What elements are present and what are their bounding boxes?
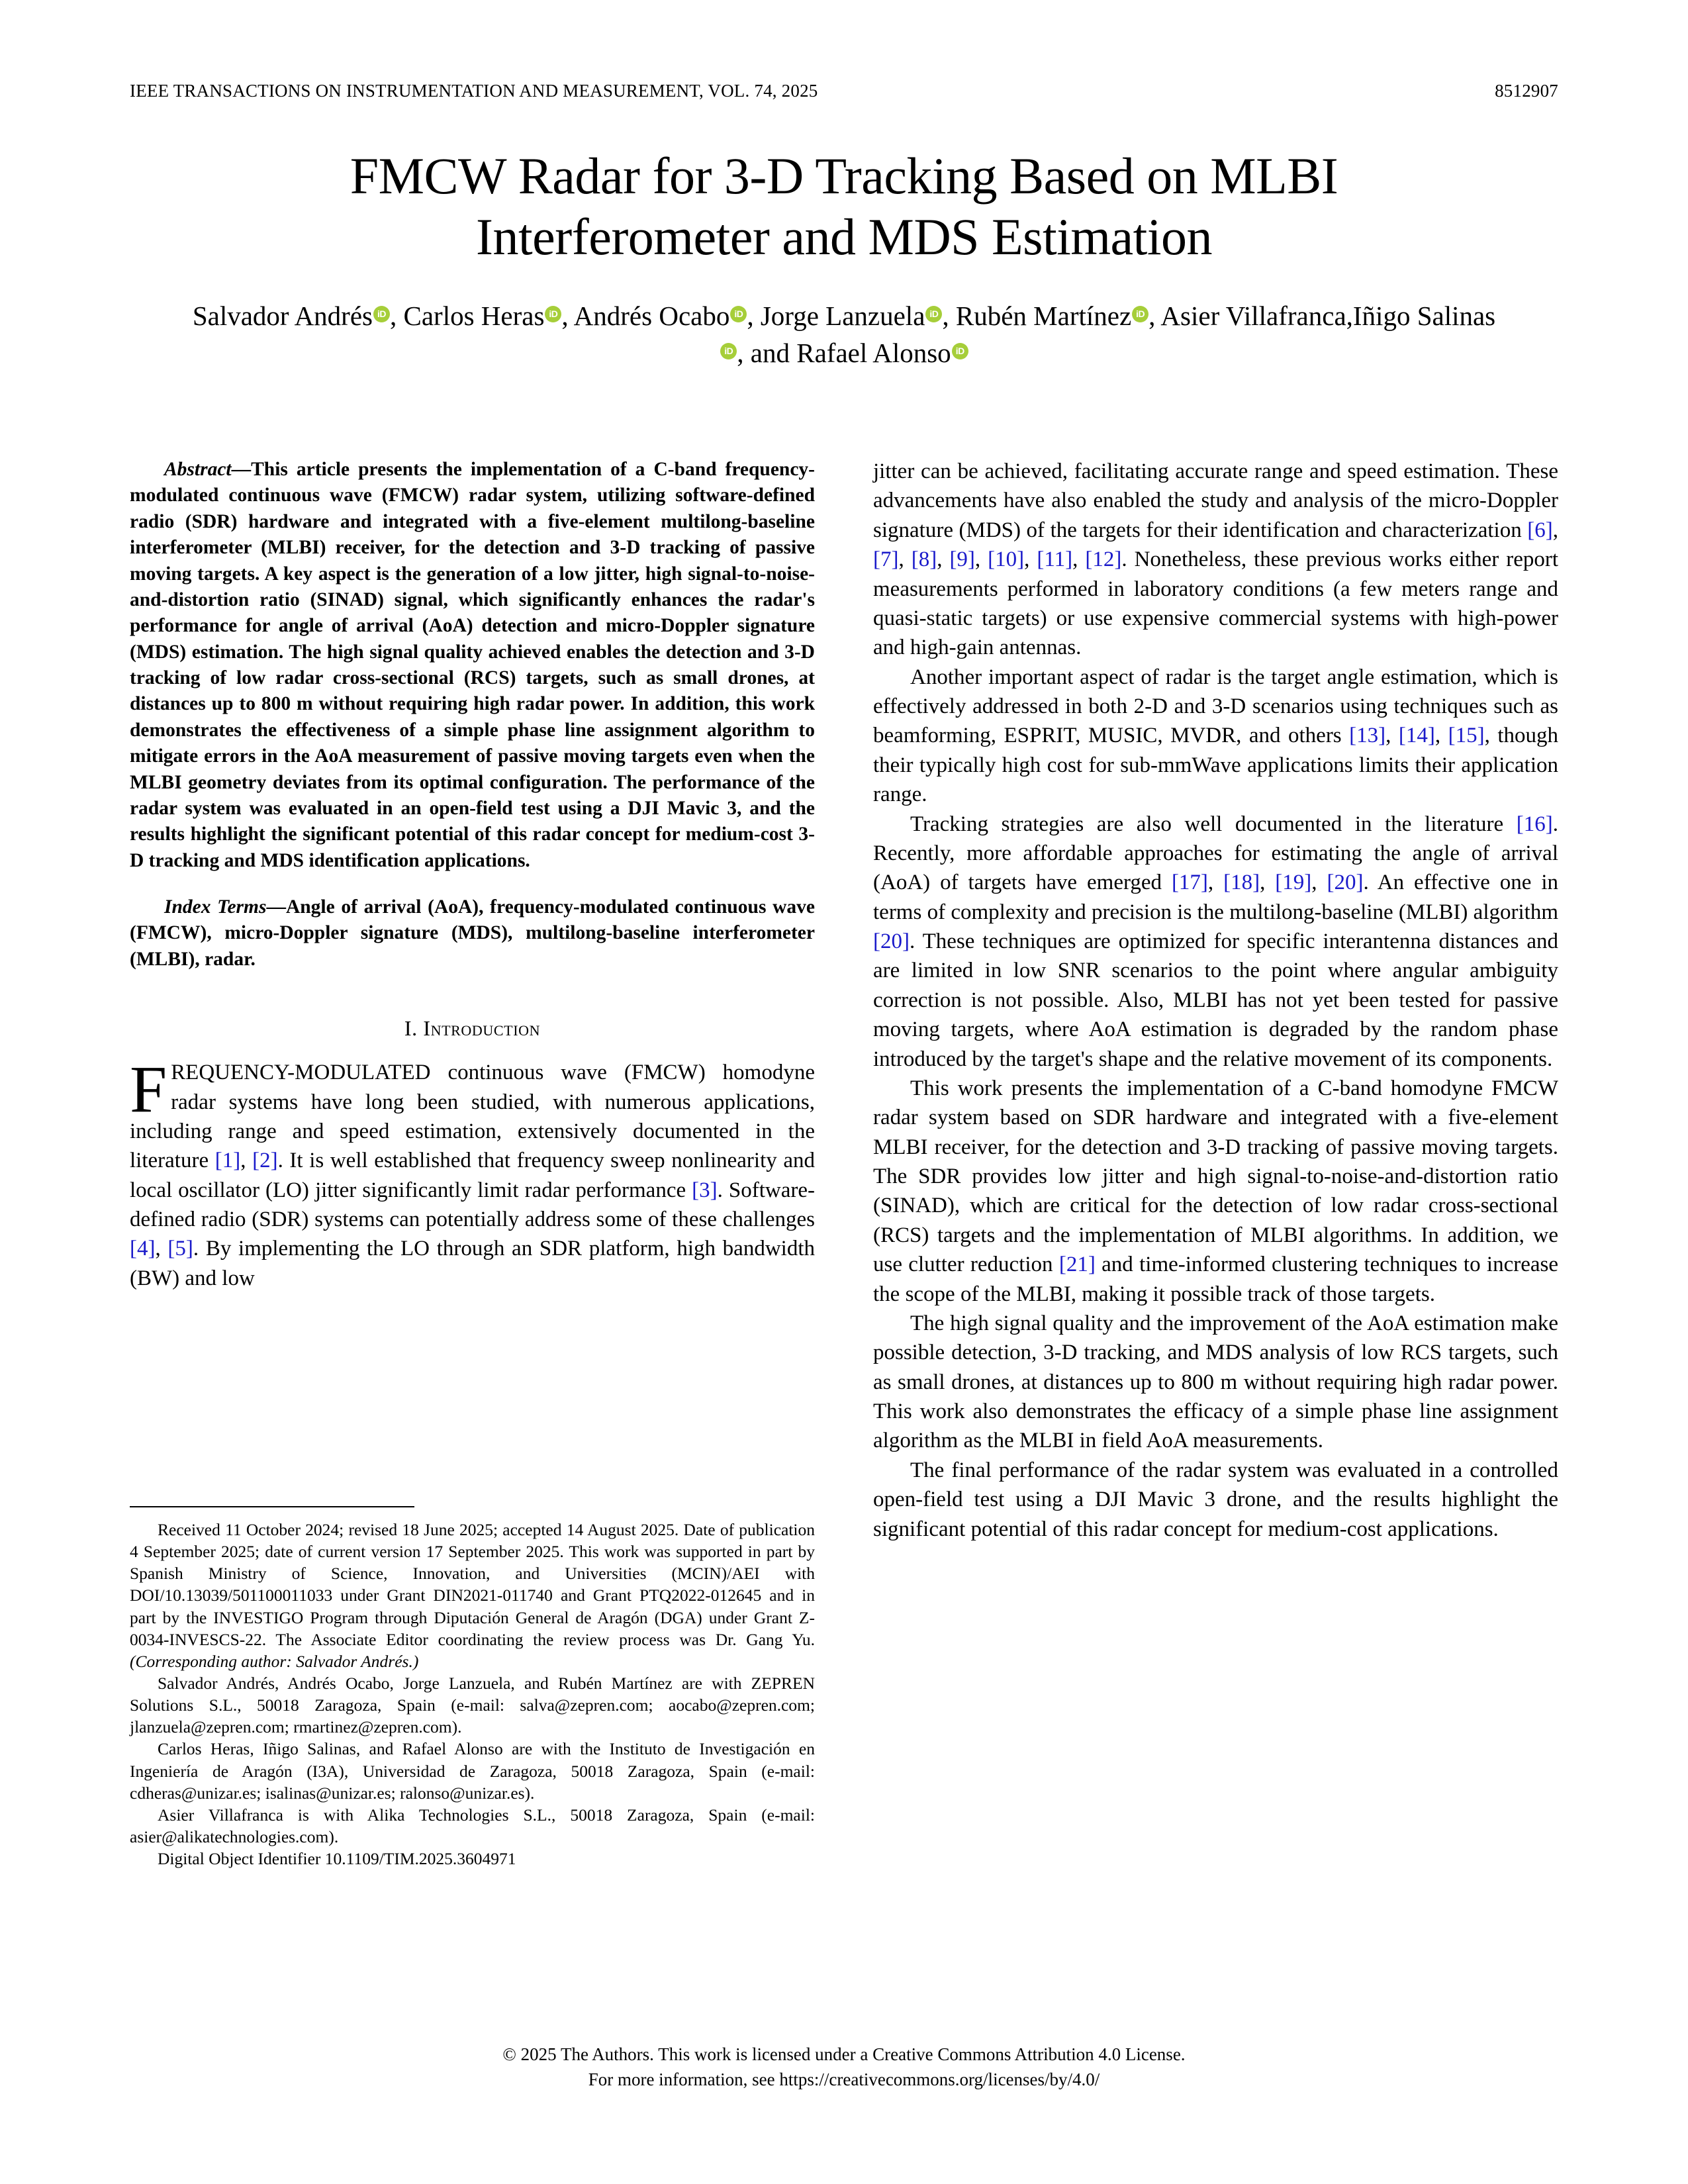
license-footer: [130, 2042, 1558, 2093]
orcid-icon[interactable]: iD: [952, 343, 968, 359]
text-sep: ,: [155, 1237, 168, 1261]
author-name: Carlos Heras: [403, 301, 545, 332]
right-paragraph-6: The final performance of the radar system was evaluated in a controlled open-field test using a DJI Mavic 3 drone, and the results highlight the significant potential of this radar concept for medium-cost applications.: [873, 1458, 1558, 1541]
footnote-affiliation-1: Salvador Andrés, Andrés Ocabo, Jorge Lanzuela, and Rubén Martínez are with ZEPREN Solutions S.L., 50018 Zaragoza, Spain (e-mail: salva@zepren.com; aocabo@zepren.com; jlanzuela@zepren.com; rmartinez@zepren.com).: [130, 1673, 815, 1737]
index-terms-paragraph: [130, 894, 815, 973]
abstract-text: This article presents the implementation of a C-band frequency-modulated continuous wave (FMCW) radar system, utilizing software-defined radio (SDR) hardware and integrated with a five-element multilong-baseline interferometer (MLBI) receiver, for the detection and 3-D tracking of passive moving targets. A key aspect is the generation of a low jitter, high signal-to-noise-and-distortion ratio (SINAD) signal, which significantly enhances the radar's performance for angle of arrival (AoA) detection and micro-Doppler signature (MDS) estimation. The high signal quality achieved enables the detection and 3-D tracking of low radar cross-sectional (RCS) targets, such as small drones, at distances up to 800 m without requiring high radar power. In addition, this work demonstrates the effectiveness of a simple phase line assignment algorithm to mitigate errors in the AoA measurement of passive moving targets even when the MLBI geometry deviates from its optimal configuration. The performance of the radar system was evaluated in an open-field test using a DJI Mavic 3, and the results highlight the significant potential of this radar concept for medium-cost 3-D tracking and MDS identification applications.: [130, 459, 815, 871]
par1-text-b: . Nonetheless, these previous works either report measurements performed in laboratory conditions (a few meters range and quasi-static targets) or use expensive commercial systems with high-power and high-gain antennas.: [873, 547, 1559, 660]
intro-text-c: . Software-defined radio (SDR) systems can potentially address some of these challenges: [130, 1178, 816, 1231]
orcid-icon[interactable]: iD: [925, 306, 942, 322]
citation-link[interactable]: [20]: [1327, 871, 1364, 895]
text-sep: ,: [1311, 871, 1327, 895]
text-sep: ,: [1434, 724, 1448, 748]
intro-text-d: . By implementing the LO through an SDR platform, high bandwidth (BW) and low: [130, 1237, 815, 1290]
footnote-received: [130, 1519, 815, 1672]
intro-text-a: continuous wave (FMCW) homodyne radar systems have long been studied, with numerous applications, including range and speed estimation, extensively documented in the literature: [130, 1061, 815, 1173]
author-separator: ,: [390, 301, 404, 332]
citation-link[interactable]: [4]: [130, 1237, 156, 1261]
author-separator: ,: [942, 301, 956, 332]
footnote-rule: [130, 1506, 414, 1507]
right-paragraph-2: [873, 663, 1558, 810]
running-head: [130, 81, 1558, 101]
text-sep: ,: [974, 547, 988, 572]
citation-link[interactable]: [16]: [1516, 812, 1553, 836]
right-column: [873, 457, 1558, 1544]
footnote-block: [130, 1506, 815, 1870]
abstract-label: Abstract: [164, 459, 232, 480]
citation-link[interactable]: [6]: [1527, 518, 1553, 542]
index-terms-text: Angle of arrival (AoA), frequency-modulated continuous wave (FMCW), micro-Doppler signature (MDS), multilong-baseline interferometer (MLBI), radar.: [130, 896, 816, 970]
corresponding-author-note: (Corresponding author: Salvador Andrés.): [130, 1651, 419, 1671]
license-line-1: © 2025 The Authors. This work is licensed under a Creative Commons Attribution 4.0 License.: [502, 2044, 1186, 2064]
citation-link[interactable]: [17]: [1171, 871, 1208, 895]
journal-name: IEEE TRANSACTIONS ON INSTRUMENTATION AND MEASUREMENT, VOL. 74, 2025: [130, 81, 818, 101]
text-sep: ,: [1207, 871, 1224, 895]
par1-text-a: jitter can be achieved, facilitating accurate range and speed estimation. These advancements have also enabled the study and analysis of the micro-Doppler signature (MDS) of the targets for their identification and characterization: [873, 459, 1558, 542]
section-heading-introduction: [130, 1016, 815, 1041]
author-separator: ,: [561, 301, 574, 332]
footnote-affiliation-2: Carlos Heras, Iñigo Salinas, and Rafael Alonso are with the Instituto de Investigación en Ingeniería de Aragón (I3A), Universidad de Zaragoza, 50018 Zaragoza, Spain (e-mail: cdheras@unizar.es; isalinas@unizar.es; ralonso@unizar.es).: [130, 1739, 815, 1803]
author-name: Iñigo Salinas: [1352, 301, 1496, 332]
title-line-2: Interferometer and MDS Estimation: [475, 208, 1213, 266]
author-list: [152, 298, 1536, 372]
par2-text-a: Another important aspect of radar is the target angle estimation, which is effectively addressed in both 2-D and 3-D scenarios using techniques such as beamforming, ESPRIT, MUSIC, MVDR, and others: [873, 665, 1558, 748]
par4-text-b: and time-informed clustering techniques to increase the scope of the MLBI, making it possible track of those targets.: [873, 1253, 1558, 1306]
title-block: [152, 146, 1536, 372]
section-numeral: I.: [404, 1016, 418, 1041]
citation-link[interactable]: [1]: [214, 1149, 241, 1173]
license-line-2: For more information, see https://creativecommons.org/licenses/by/4.0/: [588, 2069, 1100, 2089]
left-column: [130, 457, 816, 1869]
drop-cap: F: [130, 1052, 167, 1127]
citation-link[interactable]: [7]: [873, 547, 899, 572]
citation-link[interactable]: [8]: [911, 547, 937, 572]
intro-smallcaps-run: REQUENCY-MODULATED: [171, 1061, 431, 1085]
par3-text-b: . Recently, more affordable approaches for estimating the angle of arrival (AoA) of targets have emerged: [873, 812, 1558, 895]
citation-link[interactable]: [13]: [1349, 724, 1386, 748]
text-sep: ,: [937, 547, 950, 572]
citation-link[interactable]: [2]: [252, 1149, 278, 1173]
footnote-affiliation-3: Asier Villafranca is with Alika Technologies S.L., 50018 Zaragoza, Spain (e-mail: asier@alikatechnologies.com).: [130, 1805, 815, 1846]
body-columns: [130, 457, 1558, 2019]
intro-paragraph-1: [130, 1052, 816, 1293]
citation-link[interactable]: [3]: [692, 1178, 718, 1202]
index-terms-dash: —: [266, 896, 286, 918]
right-paragraph-3: [873, 810, 1558, 1074]
right-paragraph-4: [873, 1074, 1558, 1309]
text-sep: ,: [240, 1149, 253, 1173]
author-name: Rafael Alonso: [796, 337, 951, 368]
orcid-icon[interactable]: iD: [545, 306, 561, 322]
text-sep: ,: [1385, 724, 1399, 748]
text-sep: ,: [1024, 547, 1037, 572]
abstract-dash: —: [231, 459, 252, 480]
orcid-icon[interactable]: iD: [1132, 306, 1149, 322]
citation-link[interactable]: [9]: [949, 547, 975, 572]
citation-link[interactable]: [15]: [1448, 724, 1485, 748]
text-sep: ,: [1072, 547, 1086, 572]
footnote-received-text: Received 11 October 2024; revised 18 June 2025; accepted 14 August 2025. Date of publication 4 September 2025; date of current version 17 September 2025. This work was supported in part by Spanish Ministry of Science, Innovation, and Universities (MCIN)/AEI with DOI/10.13039/501100011033 under Grant DIN2021-011740 and Grant PTQ2022-012645 and in part by the INVESTIGO Program through Diputación General de Aragón (DGA) under Grant Z-0034-INVESCS-22. The Associate Editor coordinating the review process was Dr. Gang Yu.: [130, 1520, 815, 1649]
article-number: 8512907: [1495, 81, 1558, 101]
orcid-icon[interactable]: iD: [373, 306, 390, 322]
author-separator: , and: [737, 337, 797, 368]
orcid-icon[interactable]: iD: [720, 343, 737, 359]
author-name: Andrés Ocabo: [573, 301, 730, 332]
author-name: Asier Villafranca: [1160, 301, 1346, 332]
page-title: [152, 146, 1536, 267]
intro-text-b: . It is well established that frequency sweep nonlinearity and local oscillator (LO) jitter significantly limit radar performance: [130, 1149, 816, 1202]
par4-text-a: This work presents the implementation of a C-band homodyne FMCW radar system based on SDR hardware and integrated with a five-element MLBI receiver, for the detection and 3-D tracking of passive moving targets. The SDR provides low jitter and high signal-to-noise-and-distortion ratio (SINAD), which are critical for the detection of low radar cross-sectional (RCS) targets and the implementation of MLBI algorithms. In addition, we use clutter reduction: [873, 1076, 1558, 1277]
footnote-doi: Digital Object Identifier 10.1109/TIM.2025.3604971: [158, 1849, 516, 1869]
right-paragraph-5: The high signal quality and the improvement of the AoA estimation make possible detection, 3-D tracking, and MDS analysis of low RCS targets, such as small drones, at distances up to 800 m without requiring high radar power. This work also demonstrates the efficacy of a simple phase line assignment algorithm as the MLBI in field AoA measurements.: [873, 1311, 1558, 1453]
author-name: Salvador Andrés: [192, 301, 373, 332]
par3-text-d: . These techniques are optimized for specific interantenna distances and are limited in low SNR scenarios to the point where angular ambiguity correction is not possible. Also, MLBI has not yet been tested for passive moving targets, where AoA estimation is degraded by the random phase introduced by the target's shape and the relative movement of its components.: [873, 929, 1558, 1071]
abstract-paragraph: [130, 457, 815, 874]
citation-link[interactable]: [18]: [1223, 871, 1260, 895]
citation-link[interactable]: [5]: [167, 1237, 193, 1261]
citation-link[interactable]: [10]: [988, 547, 1025, 572]
section-title: Introduction: [423, 1016, 541, 1041]
title-line-1: FMCW Radar for 3-D Tracking Based on MLBI: [350, 147, 1338, 205]
par2-text-b: , though their typically high cost for sub-mmWave applications limits their application range.: [873, 724, 1559, 807]
right-paragraph-1: [873, 457, 1558, 663]
text-sep: ,: [1552, 518, 1558, 542]
author-separator: ,: [1149, 301, 1161, 332]
index-terms-label: Index Terms: [164, 896, 267, 918]
author-separator: ,: [747, 301, 761, 332]
citation-link[interactable]: [19]: [1275, 871, 1312, 895]
par3-text-a: Tracking strategies are also well documented in the literature: [910, 812, 1517, 836]
text-sep: ,: [1260, 871, 1276, 895]
author-separator: ,: [1346, 301, 1353, 332]
orcid-icon[interactable]: iD: [730, 306, 747, 322]
citation-link[interactable]: [20]: [873, 929, 910, 953]
citation-link[interactable]: [11]: [1037, 547, 1073, 572]
citation-link[interactable]: [12]: [1085, 547, 1122, 572]
citation-link[interactable]: [14]: [1398, 724, 1435, 748]
author-name: Jorge Lanzuela: [760, 301, 925, 332]
citation-link[interactable]: [21]: [1058, 1253, 1096, 1277]
author-name: Rubén Martínez: [955, 301, 1132, 332]
text-sep: ,: [898, 547, 912, 572]
par3-text-c: . An effective one in terms of complexity and precision is the multilong-baseline (MLBI) algorithm: [873, 871, 1559, 924]
